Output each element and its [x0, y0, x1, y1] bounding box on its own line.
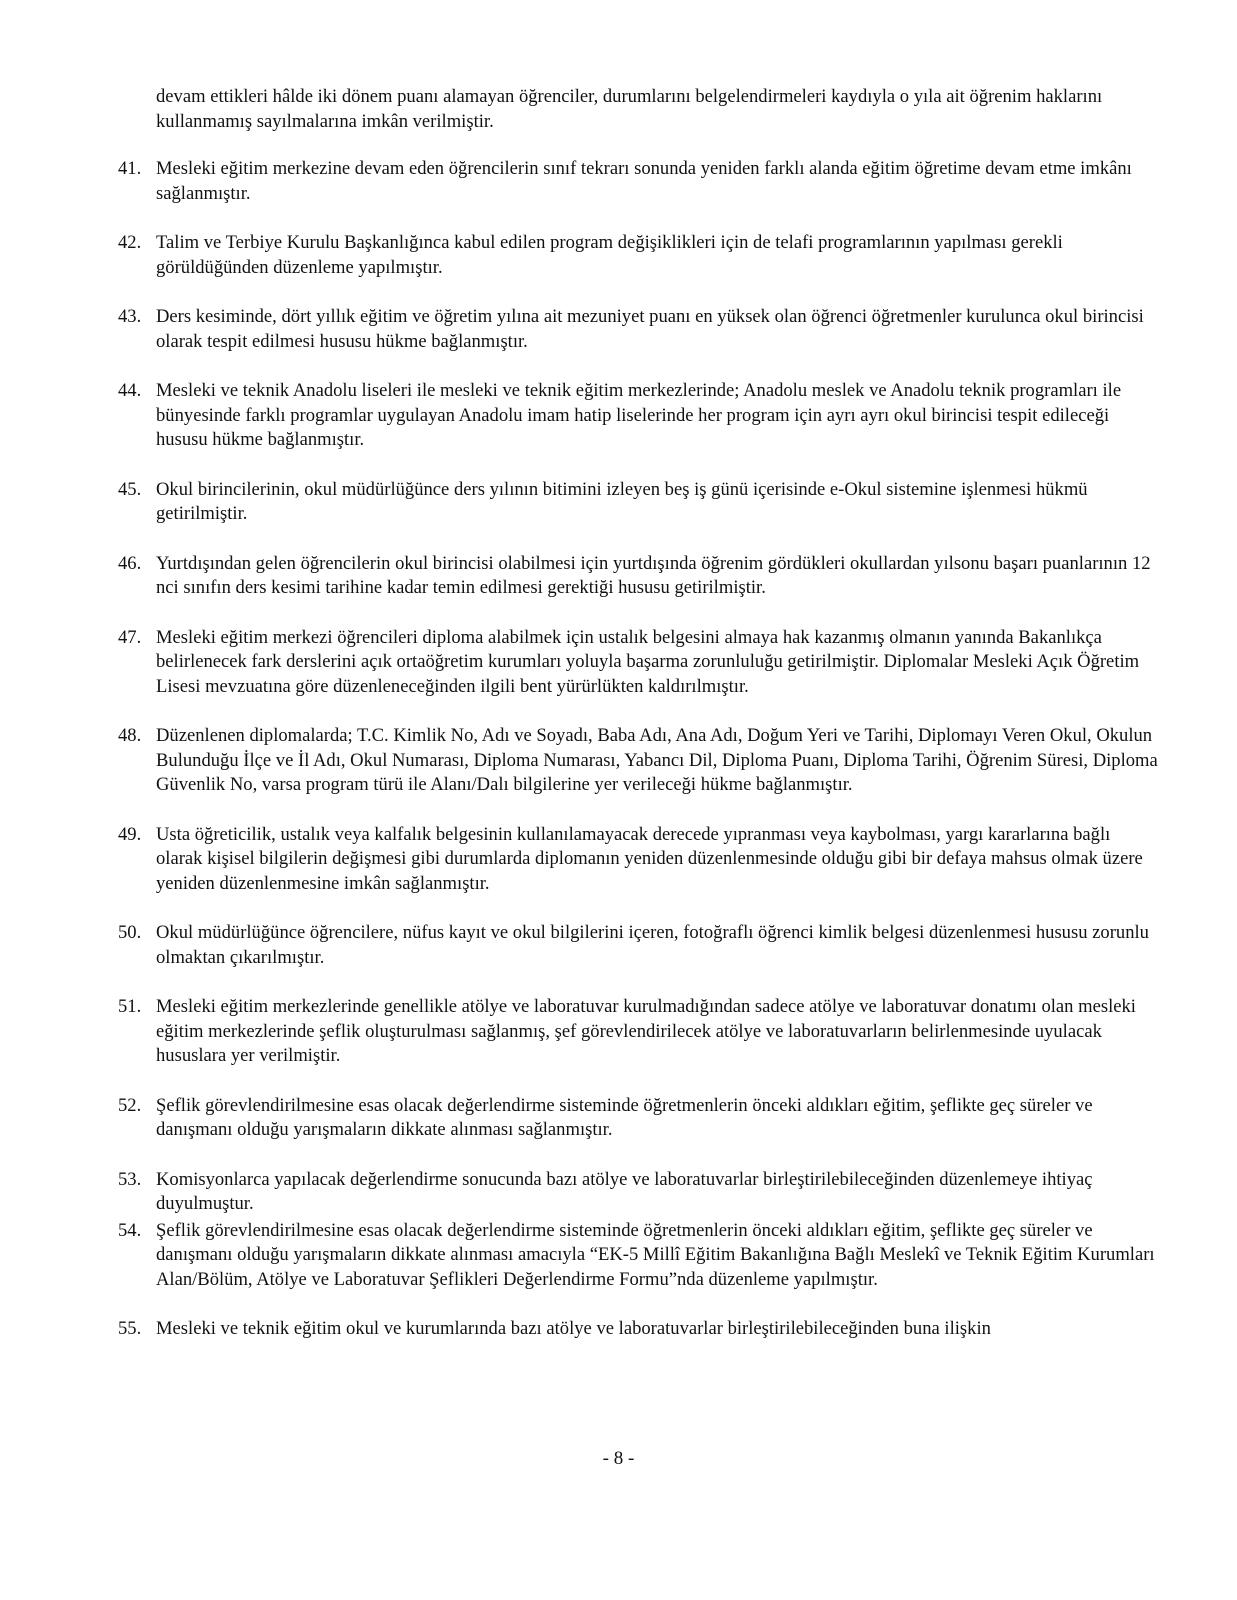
- item-number: 47.: [118, 626, 142, 648]
- item-number: 54.: [118, 1219, 142, 1241]
- item-number: 53.: [118, 1168, 142, 1190]
- item-text: Düzenlenen diplomalarda; T.C. Kimlik No, Adı ve Soyadı, Baba Adı, Ana Adı, Doğum Yeri ve Tarihi, Diplomayı Veren Okul, Okulun Bulunduğu İlçe ve İl Adı, Okul Numarası, Diploma Numarası, Yabancı Dil, Diploma Puanı, Diploma Tarihi, Öğrenim Süresi, Diploma Güvenlik No, varsa program türü ile Alanı/Dalı bilgilerine yer verileceği hükme bağlanmıştır.: [156, 725, 1158, 795]
- item-text: Talim ve Terbiye Kurulu Başkanlığınca kabul edilen program değişiklikleri için de telafi programlarının yapılması gerekli görüldüğünden düzenleme yapılmıştır.: [156, 232, 1063, 278]
- item-number: 43.: [118, 306, 142, 327]
- item-text: Ders kesiminde, dört yıllık eğitim ve öğretim yılına ait mezuniyet puanı en yüksek olan öğrenci öğretmenler kurulunca okul birincisi olarak tespit edilmesi hususu hükme bağlanmıştır.: [156, 306, 1144, 352]
- item-number: 49.: [118, 823, 142, 845]
- list-item: [118, 626, 1158, 700]
- list-item: [118, 724, 1158, 798]
- list-item: [118, 379, 1158, 453]
- item-number: 42.: [118, 232, 142, 253]
- list-item: [118, 1317, 1158, 1342]
- item-text: Komisyonlarca yapılacak değerlendirme sonucunda bazı atölye ve laboratuvarlar birleştirilebileceğinden düzenlemeye ihtiyaç duyulmuştur.: [156, 1168, 1093, 1214]
- item-text: Mesleki ve teknik eğitim okul ve kurumlarında bazı atölye ve laboratuvarlar birleştirilebileceğinden buna ilişkin: [156, 1318, 991, 1339]
- item-number: 45.: [118, 478, 142, 500]
- item-number: 41.: [118, 158, 142, 179]
- numbered-list: [118, 157, 1158, 1367]
- item-text: Yurtdışından gelen öğrencilerin okul birincisi olabilmesi için yurtdışında öğrenim gördükleri okullardan yılsonu başarı puanlarının 12 nci sınıfın ders kesimi tarihine kadar temin edilmesi gerektiği hususu getirilmiştir.: [156, 552, 1151, 598]
- list-item: [118, 478, 1158, 527]
- item-number: 44.: [118, 380, 142, 401]
- list-item: [118, 823, 1158, 897]
- list-item: [118, 1219, 1158, 1293]
- item-number: 50.: [118, 922, 142, 943]
- item-number: 55.: [118, 1318, 142, 1339]
- item-text: Mesleki ve teknik Anadolu liseleri ile mesleki ve teknik eğitim merkezlerinde; Anadolu meslek ve Anadolu teknik programları ile bünyesinde farklı programlar uygulayan Anadolu imam hatip liselerinde her program için ayrı ayrı okul birincisi tespit edileceği hususu hükme bağlanmıştır.: [156, 380, 1122, 450]
- item-text: Mesleki eğitim merkezi öğrencileri diploma alabilmek için ustalık belgesini almaya hak kazanmış olmanın yanında Bakanlıkça belirlenecek fark derslerini açık ortaöğretim kurumları yoluyla başarma zorunluluğu getirilmiştir. Diplomalar Mesleki Açık Öğretim Lisesi mevzuatına göre düzenleneceğinden ilgili bent yürürlükten kaldırılmıştır.: [156, 626, 1140, 697]
- item-text: Şeflik görevlendirilmesine esas olacak değerlendirme sisteminde öğretmenlerin önceki aldıkları eğitim, şeflikte geç süreler ve danışmanı olduğu yarışmaların dikkate alınması sağlanmıştır.: [156, 1094, 1093, 1140]
- item-number: 48.: [118, 725, 142, 746]
- item-number: 52.: [118, 1094, 142, 1116]
- list-item: [118, 995, 1158, 1069]
- list-item: [118, 1094, 1158, 1143]
- list-item: [118, 157, 1158, 206]
- list-item: [118, 231, 1158, 280]
- item-number: 46.: [118, 552, 142, 574]
- item-number: 51.: [118, 996, 142, 1017]
- item-text: Okul birincilerinin, okul müdürlüğünce ders yılının bitimini izleyen beş iş günü içerisinde e-Okul sistemine işlenmesi hükmü getirilmiştir.: [156, 478, 1088, 524]
- page-number: - 8 -: [602, 1448, 635, 1469]
- list-item: [118, 1168, 1158, 1217]
- list-item: [118, 552, 1158, 601]
- list-item: [118, 921, 1158, 970]
- item-text: Usta öğreticilik, ustalık veya kalfalık belgesinin kullanılamayacak derecede yıpranması veya kaybolması, yargı kararlarına bağlı olarak kişisel bilgilerin değişmesi gibi durumlarda diplomanın yeniden düzenlenmesinde olduğu gibi bir defaya mahsus olmak üzere yeniden düzenlenmesine imkân sağlanmıştır.: [156, 823, 1143, 894]
- item-text: Okul müdürlüğünce öğrencilere, nüfus kayıt ve okul bilgilerini içeren, fotoğraflı öğrenci kimlik belgesi düzenlenmesi hususu zorunlu olmaktan çıkarılmıştır.: [156, 922, 1149, 968]
- list-item: [118, 305, 1158, 354]
- item-text: Mesleki eğitim merkezine devam eden öğrencilerin sınıf tekrarı sonunda yeniden farklı alanda eğitim öğretime devam etme imkânı sağlanmıştır.: [156, 158, 1132, 204]
- item-text: Mesleki eğitim merkezlerinde genellikle atölye ve laboratuvar kurulmadığından sadece atölye ve laboratuvar donatımı olan mesleki eğitim merkezlerinde şeflik oluşturulması sağlanmış, şef görevlendirilecek atölye ve laboratuvarların belirlenmesinde uyulacak hususlara yer verilmiştir.: [156, 996, 1136, 1066]
- continuation-paragraph: devam ettikleri hâlde iki dönem puanı alamayan öğrenciler, durumlarını belgelendirmeleri kaydıyla o yıla ait öğrenim haklarını kullanmamış sayılmalarına imkân verilmiştir.: [156, 86, 1103, 132]
- item-text: Şeflik görevlendirilmesine esas olacak değerlendirme sisteminde öğretmenlerin önceki aldıkları eğitim, şeflikte geç süreler ve danışmanı olduğu yarışmaların dikkate alınması amacıyla “EK-5 Millî Eğitim Bakanlığına Bağlı Meslekî ve Teknik Eğitim Kurumları Alan/Bölüm, Atölye ve Laboratuvar Şeflikleri Değerlendirme Formu”nda düzenleme yapılmıştır.: [156, 1219, 1155, 1290]
